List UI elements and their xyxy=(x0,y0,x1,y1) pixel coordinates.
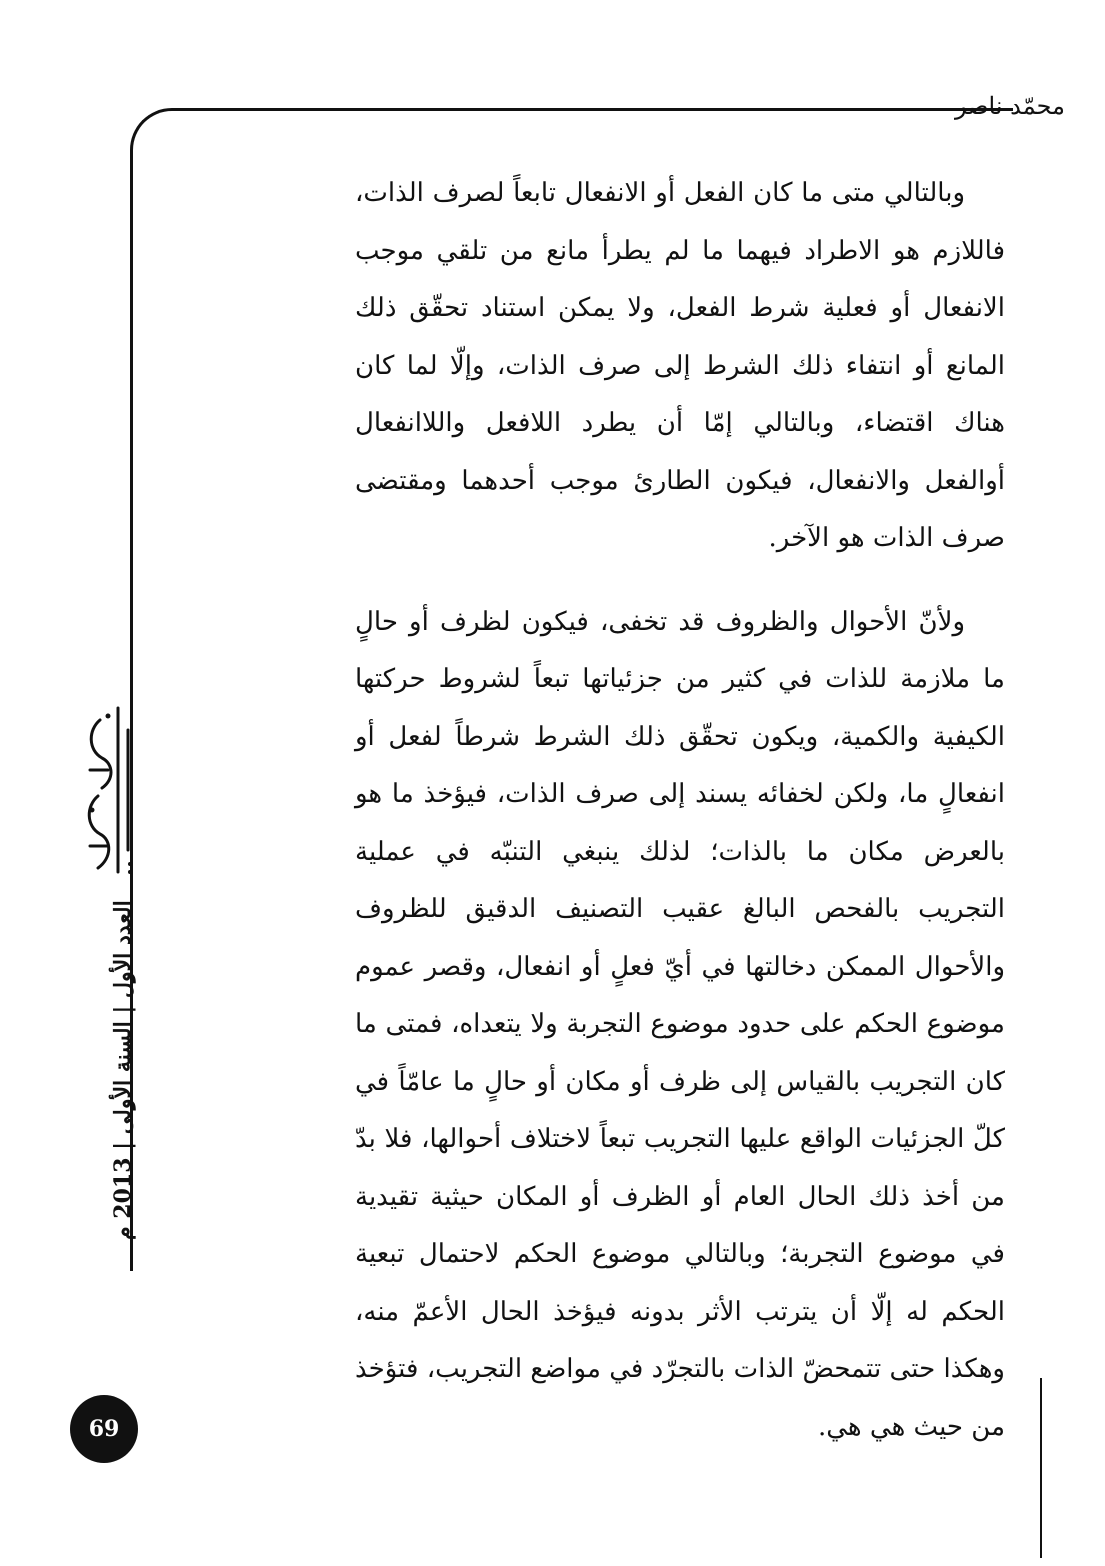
running-header-author: محمّد ناصر xyxy=(954,92,1065,120)
article-body xyxy=(355,165,1005,1456)
paragraph-1: وبالتالي متى ما كان الفعل أو الانفعال تابعاً لصرف الذات، فاللازم هو الاطراد فيهما ما لم يطرأ مانع من تلقي موجب الانفعال أو فعلية شرط الفعل، ولا يمكن استناد تحقّق ذلك المانع أو انتفاء ذلك الشرط إلى صرف الذات، وإلّا لما كان هناك اقتضاء، وبالتالي إمّا أن يطرد اللافعل واللاانفعال أوالفعل والانفعال، فيكون الطارئ موجب أحدهما ومقتضى صرف الذات هو الآخر. xyxy=(355,178,1005,553)
journal-logo-icon xyxy=(78,700,138,880)
margin-rule xyxy=(1040,1378,1042,1558)
issue-info: العدد الأول | السنة الأولى | 2013 م xyxy=(110,900,136,1240)
paragraph-2: ولأنّ الأحوال والظروف قد تخفى، فيكون لظرف أو حالٍ ما ملازمة للذات في كثير من جزئياتها تبعاً لشروط حركتها الكيفية والكمية، ويكون تحقّق ذلك الشرط شرطاً لفعل أو انفعالٍ ما، ولكن لخفائه يسند إلى صرف الذات، فيؤخذ ما هو بالعرض مكان ما بالذات؛ لذلك ينبغي التنبّه في عملية التجريب بالفحص البالغ عقيب التصنيف الدقيق للظروف والأحوال الممكن دخالتها في أيّ فعلٍ أو انفعال، وقصر عموم موضوع الحكم على حدود موضوع التجربة ولا يتعداه، فمتى ما كان التجريب بالقياس إلى ظرف أو مكان أو حالٍ ما عامّاً في كلّ الجزئيات الواقع عليها التجريب تبعاً لاختلاف أحوالها، فلا بدّ من أخذ ذلك الحال العام أو الظرف أو المكان حيثية تقيدية في موضوع التجربة؛ وبالتالي موضوع الحكم لاحتمال تبعية الحكم له إلّا أن يترتب الأثر بدونه فيؤخذ الحال الأعمّ منه، وهكذا حتى تتمحضّ الذات بالتجرّد في مواضع التجريب، فتؤخذ من حيث هي هي. xyxy=(355,606,1005,1442)
page-number-badge: 69 xyxy=(70,1395,138,1463)
